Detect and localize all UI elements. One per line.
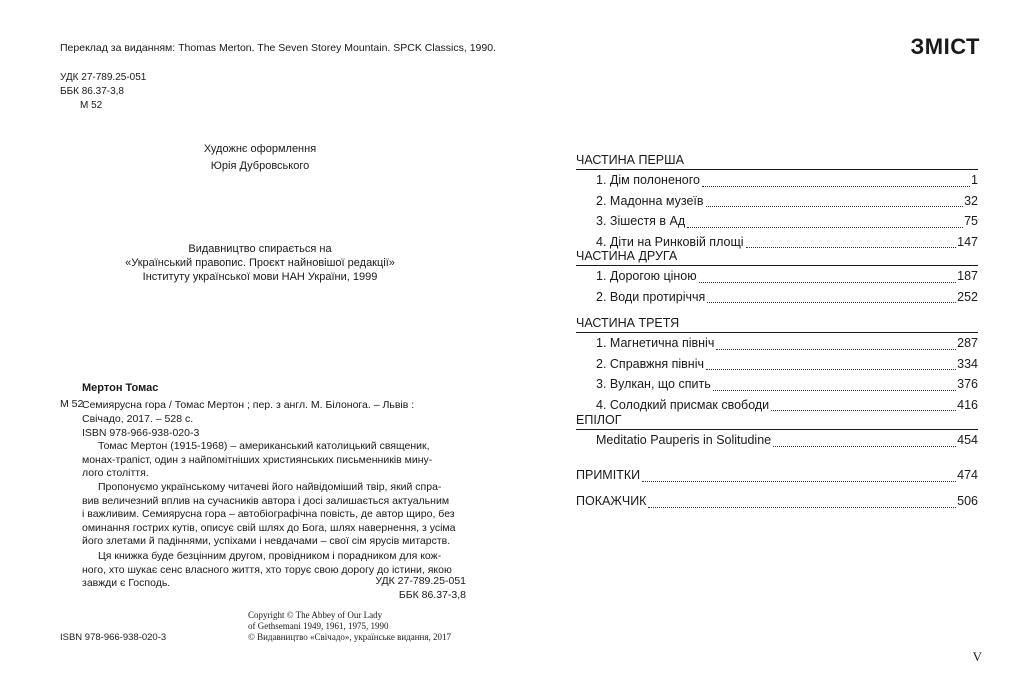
toc-entry-label: ПОКАЖЧИК: [576, 494, 647, 508]
orthography-note-line-1: Видавництво спирається на: [188, 243, 332, 255]
toc-entry[interactable]: [576, 287, 978, 308]
dot-leader: [707, 302, 956, 303]
dot-leader: [702, 186, 970, 187]
orthography-note-line-2: «Український правопис. Проєкт найновішої редакції»: [125, 257, 395, 269]
annotation-p2-line-2: вив величезний вплив на сучасників автора і досі залишається актуальним: [82, 494, 450, 507]
udk-code: УДК 27-789.25-051: [60, 72, 147, 83]
annotation-p2-line-5: його злетами й падіннями, успіхами і невдачами – свої сім ярусів митарств.: [82, 535, 451, 547]
toc-entry-label: 1. Дорогою ціною: [596, 269, 697, 283]
dot-leader: [642, 481, 956, 482]
toc-entry-label: 3. Зішестя в Ад: [596, 214, 686, 228]
dot-leader: [773, 446, 956, 447]
toc-entry-page: 454: [957, 433, 978, 447]
bbk-code: ББК 86.37-3,8: [60, 86, 124, 97]
dot-leader: [648, 507, 956, 508]
toc-section-part-3: [576, 314, 978, 415]
dot-leader: [713, 390, 956, 391]
toc-entry[interactable]: [576, 354, 978, 375]
toc-entry[interactable]: [576, 191, 978, 212]
contents-title: ЗМІСТ: [910, 34, 980, 59]
toc-entry-label: ПРИМІТКИ: [576, 468, 641, 482]
toc-entry-label: 4. Солодкий присмак свободи: [596, 397, 770, 412]
page-folio: V: [972, 649, 982, 664]
toc-entry-label: 1. Дім полоненого: [596, 173, 700, 187]
dot-leader: [716, 349, 956, 350]
copyright-line-2: of Gethsemani 1949, 1961, 1975, 1990: [248, 621, 389, 631]
toc-entry-page: 75: [964, 214, 978, 228]
toc-section-heading: ЧАСТИНА ТРЕТЯ: [576, 314, 978, 333]
orthography-note-line-3: Інституту української мови НАН України, 1999: [142, 271, 378, 283]
toc-top-level-entries: [576, 464, 978, 512]
copyright-line-3: © Видавництво «Свічадо», українське видання, 2017: [248, 632, 451, 642]
toc-entry-page: 334: [957, 356, 978, 371]
toc-entry[interactable]: [576, 211, 978, 232]
toc-entry-page: 187: [957, 269, 978, 283]
catalog-line-2: Свічадо, 2017. – 528 с.: [82, 413, 194, 425]
classification-block: [60, 71, 146, 113]
toc-entry-page: 287: [957, 336, 978, 350]
toc-entry-page: 1: [971, 173, 978, 187]
toc-section-heading: ЕПІЛОГ: [576, 411, 978, 430]
annotation-p2-line-1: Пропонуємо українському читачеві його найвідоміший твір, який спра-: [98, 481, 442, 493]
annotation-p3-line-3: завжди є Господь.: [82, 577, 171, 589]
catalog-cutter-code: М 52: [60, 398, 84, 410]
annotation-p3-line-2: ного, хто шукає сенс власного життя, хто торує свою дорогу до істини, якою: [82, 563, 452, 576]
toc-entry-notes[interactable]: [576, 464, 978, 486]
author-heading: Мертон Томас: [82, 382, 159, 394]
isbn-line: ISBN 978-966-938-020-3: [60, 632, 167, 643]
annotation-p2-line-3: і важливим. Семиярусна гора – автобіографічна повість, де автор щиро, без: [82, 508, 455, 520]
dot-leader: [706, 369, 956, 370]
toc-section-epilogue: [576, 411, 978, 451]
dot-leader: [699, 282, 957, 283]
catalog-record: [82, 398, 467, 440]
toc-entry-page: 32: [964, 193, 978, 208]
toc-entry-label: 1. Магнетична північ: [596, 336, 715, 350]
toc-section-heading: ЧАСТИНА ДРУГА: [576, 247, 978, 266]
translation-source-line: Переклад за виданням: Thomas Merton. The Seven Storey Mountain. SPCK Classics, 1990.: [60, 42, 496, 54]
toc-entry-page: 506: [957, 494, 978, 508]
toc-section-part-1: [576, 151, 978, 252]
contents-page: [512, 0, 1024, 694]
toc-entry[interactable]: [576, 266, 978, 287]
toc-entry-page: 474: [957, 468, 978, 482]
design-credit-line-1: Художнє оформлення: [203, 143, 317, 155]
toc-entry-label: Meditatio Pauperis in Solitudine: [596, 433, 772, 447]
annotation-paragraph-1: [82, 440, 432, 481]
annotation-p1-line-1: Томас Мертон (1915-1968) – американський католицький священик,: [98, 440, 430, 452]
dot-leader: [687, 227, 963, 228]
catalog-line-1: Семиярусна гора / Томас Мертон ; пер. з англ. М. Білонога. – Львів :: [82, 399, 415, 411]
annotation-p3-line-1: Ця книжка буде безцінним другом, провідником і порадником для кож-: [98, 550, 442, 562]
design-credit: [130, 141, 390, 175]
toc-entry[interactable]: [576, 333, 978, 354]
toc-entry-label: 2. Справжня північ: [596, 356, 704, 371]
dot-leader: [706, 206, 964, 207]
toc-entry-page: 416: [957, 397, 978, 412]
bbk-code-bottom: ББК 86.37-3,8: [398, 588, 466, 601]
toc-entry-page: 147: [957, 234, 978, 249]
annotation-paragraph-2: [82, 481, 456, 549]
toc-entry-label: 2. Мадонна музеїв: [596, 193, 704, 208]
annotation-p2-line-4: оминання гострих кутів, описує свій шлях до Бога, шлях навернення, з усіма: [82, 521, 456, 534]
toc-entry[interactable]: [576, 430, 978, 451]
toc-entry[interactable]: [576, 374, 978, 395]
orthography-note: [110, 242, 410, 284]
toc-section-part-2: [576, 247, 978, 307]
toc-section-heading: ЧАСТИНА ПЕРША: [576, 151, 978, 170]
annotation-p1-line-3: лого століття.: [82, 467, 149, 479]
classification-block-bottom: [375, 575, 466, 602]
copyright-line-1: Copyright © The Abbey of Our Lady: [248, 610, 383, 620]
cutter-code: М 52: [80, 100, 103, 111]
toc-entry-index[interactable]: [576, 490, 978, 512]
toc-entry-label: 3. Вулкан, що спить: [596, 377, 711, 391]
copyright-block: [248, 610, 451, 643]
udk-code-bottom: УДК 27-789.25-051: [375, 575, 466, 587]
design-credit-line-2: Юрія Дубровського: [210, 160, 310, 172]
toc-entry-page: 252: [957, 289, 978, 304]
annotation-p1-line-2: монах-трапіст, один з найпомітніших християнських письменників мину-: [82, 453, 433, 466]
toc-entry-label: 4. Діти на Ринковій площі: [596, 234, 744, 249]
toc-entry-label: 2. Води протиріччя: [596, 289, 706, 304]
toc-entry-page: 376: [957, 377, 978, 391]
toc-entry[interactable]: [576, 170, 978, 191]
catalog-isbn: ISBN 978-966-938-020-3: [82, 427, 200, 439]
